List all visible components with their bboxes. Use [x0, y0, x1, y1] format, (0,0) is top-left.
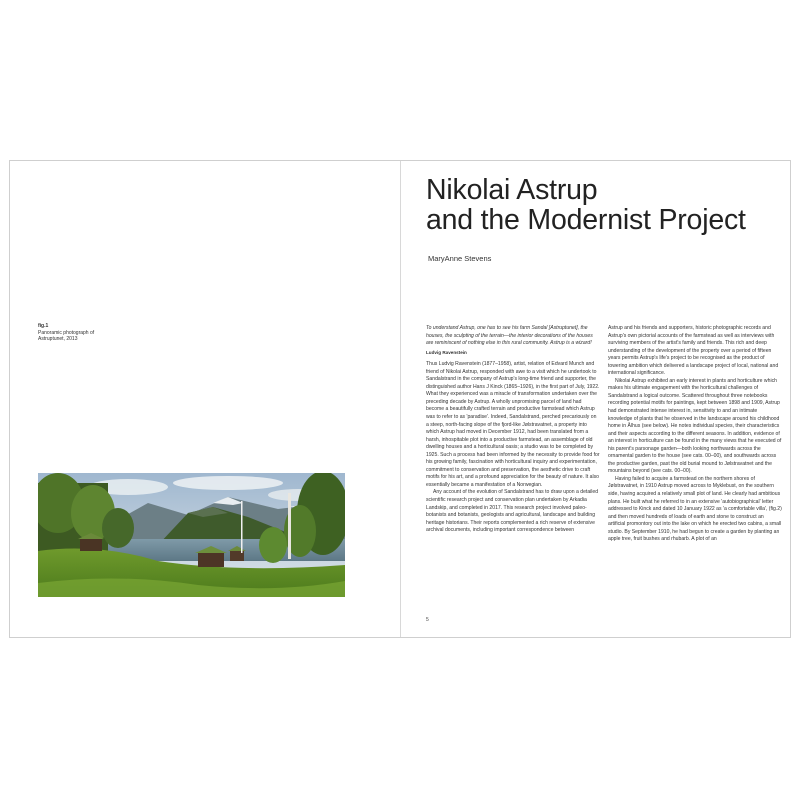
- body-paragraph: Astrup and his friends and supporters, historic photographic records and Astrup's own pictorial accounts of the farmstead as well as interviews with surviving members of the artist's family and friends. This rich and deep understanding of the development of the property over a period of fifteen years permits Astrup's life's project to be recognised as the product of towering ambition which delivered a landscape project of local, national and international significance.: [608, 325, 779, 377]
- chapter-title-line-2: and the Modernist Project: [426, 204, 746, 236]
- body-paragraph: Any account of the evolution of Sandalstrand has to draw upon a detailed scientific research project and conservation plan undertaken by Arkadia Landskip, and completed in 2017. This research project involved paleo-botanists and botanists, geologists and agricultural, landscape and building heritage historians. Their reports complemented a rich reserve of extensive archival documents, including important correspondence between: [426, 489, 599, 534]
- panoramic-photograph: [38, 473, 345, 597]
- chapter-title: [426, 175, 786, 235]
- figure-caption-text: Panoramic photograph of Astruptunet, 2013: [38, 329, 95, 342]
- book-gutter: [400, 161, 401, 637]
- chapter-title-line-1: Nikolai Astrup: [426, 174, 598, 206]
- author-name: MaryAnne Stevens: [428, 254, 492, 263]
- page-number: 5: [426, 617, 429, 623]
- body-paragraph: Thus Ludvig Ravenstein (1877–1958), artist, relation of Edvard Munch and friend of Nikolai Astrup, responded with awe to a visit which he undertook to Sandalstrand in the company of Astrup's long-time friend and supporter, the distinguished author Hans J Kinck (1865–1926), in the first part of July, 1922. What they experienced was a miracle of transformation undertaken over the preceding decade by Astrup. A wholly unpromising parcel of land had become a beautifully crafted terrain and productive farmstead which Astrup was to refer to as 'paradise'. Indeed, Sandalstrand, perched precariously on a steep, north-facing slope of the fjord-like Jølstravatnet, a property into which Astrup had moved in December 1912, had been translated from a harsh, inhospitable plot into a productive farmstead, an assemblage of old dwelling houses and a horticultural oasis; a studio was to be completed by 1925. Such a process had been informed by the necessity to provide food for his growing family, fascination with horticultural inquiry and experimentation, commitment to conservation and preservation, the aesthetic drive to craft motifs for his art, and a profound appreciation for the beauty of nature. It also essentially became a manifestation of a Norwegian.: [426, 361, 600, 488]
- body-paragraph: Nikolai Astrup exhibited an early interest in plants and horticulture which makes his ultimate engagement with the horticultural challenges of Sandalstrand a logical outcome. Scattered throughout three notebooks recording potential motifs for paintings, kept between 1898 and 1909, Astrup had demonstrated intense interest in, sensitivity to and an intimate knowledge of plants that he observed in the landscape around his childhood home in Ålhus (see below). He notes individual species, their characteristics and their aspects according to the different seasons. In addition, evidence of an interest in horticulture can be found in the many views that he executed of his parent's parsonage garden—both looking northwards across the ornamental garden to the house (see cats. 00–00), and southwards across the productive garden, past the old burial mound to Jølstravatnet and the mountains beyond (see cats. 00–00).: [608, 377, 782, 475]
- text-column-left: [426, 325, 600, 535]
- body-paragraph: Having failed to acquire a farmstead on the northern shores of Jølstravatnet, in 1910 Astrup moved across to Myklebust, on the southern side, having acquired a relatively small plot of land. He clearly had ambitious plans. He built what he referred to in an extensive 'autobiographical' letter addressed to Kinck and dated 10 January 1922 as 'a comfortable villa', (fig.2) and then moved hundreds of loads of earth and stone to construct an artificial promontory out into the lake on which he erected two cabins, a small studio. By September 1910, he had begun to create a garden by planting an apple tree, fruit bushes and rhubarb. A plot of an: [608, 475, 782, 543]
- text-column-right: [608, 325, 782, 544]
- figure-caption: [38, 323, 118, 343]
- epigraph-credit: Ludvig Ravenstein: [426, 349, 467, 355]
- epigraph-text: To understand Astrup, one has to see his farm Sandal [Astruptunet], the houses, the sculpting of the terrain—the interior decorations of the houses are reminiscent of nothing else in this rural community. Astrup is a wizard!: [426, 325, 593, 347]
- book-spread: [9, 160, 791, 638]
- figure-number: fig.1: [38, 323, 49, 329]
